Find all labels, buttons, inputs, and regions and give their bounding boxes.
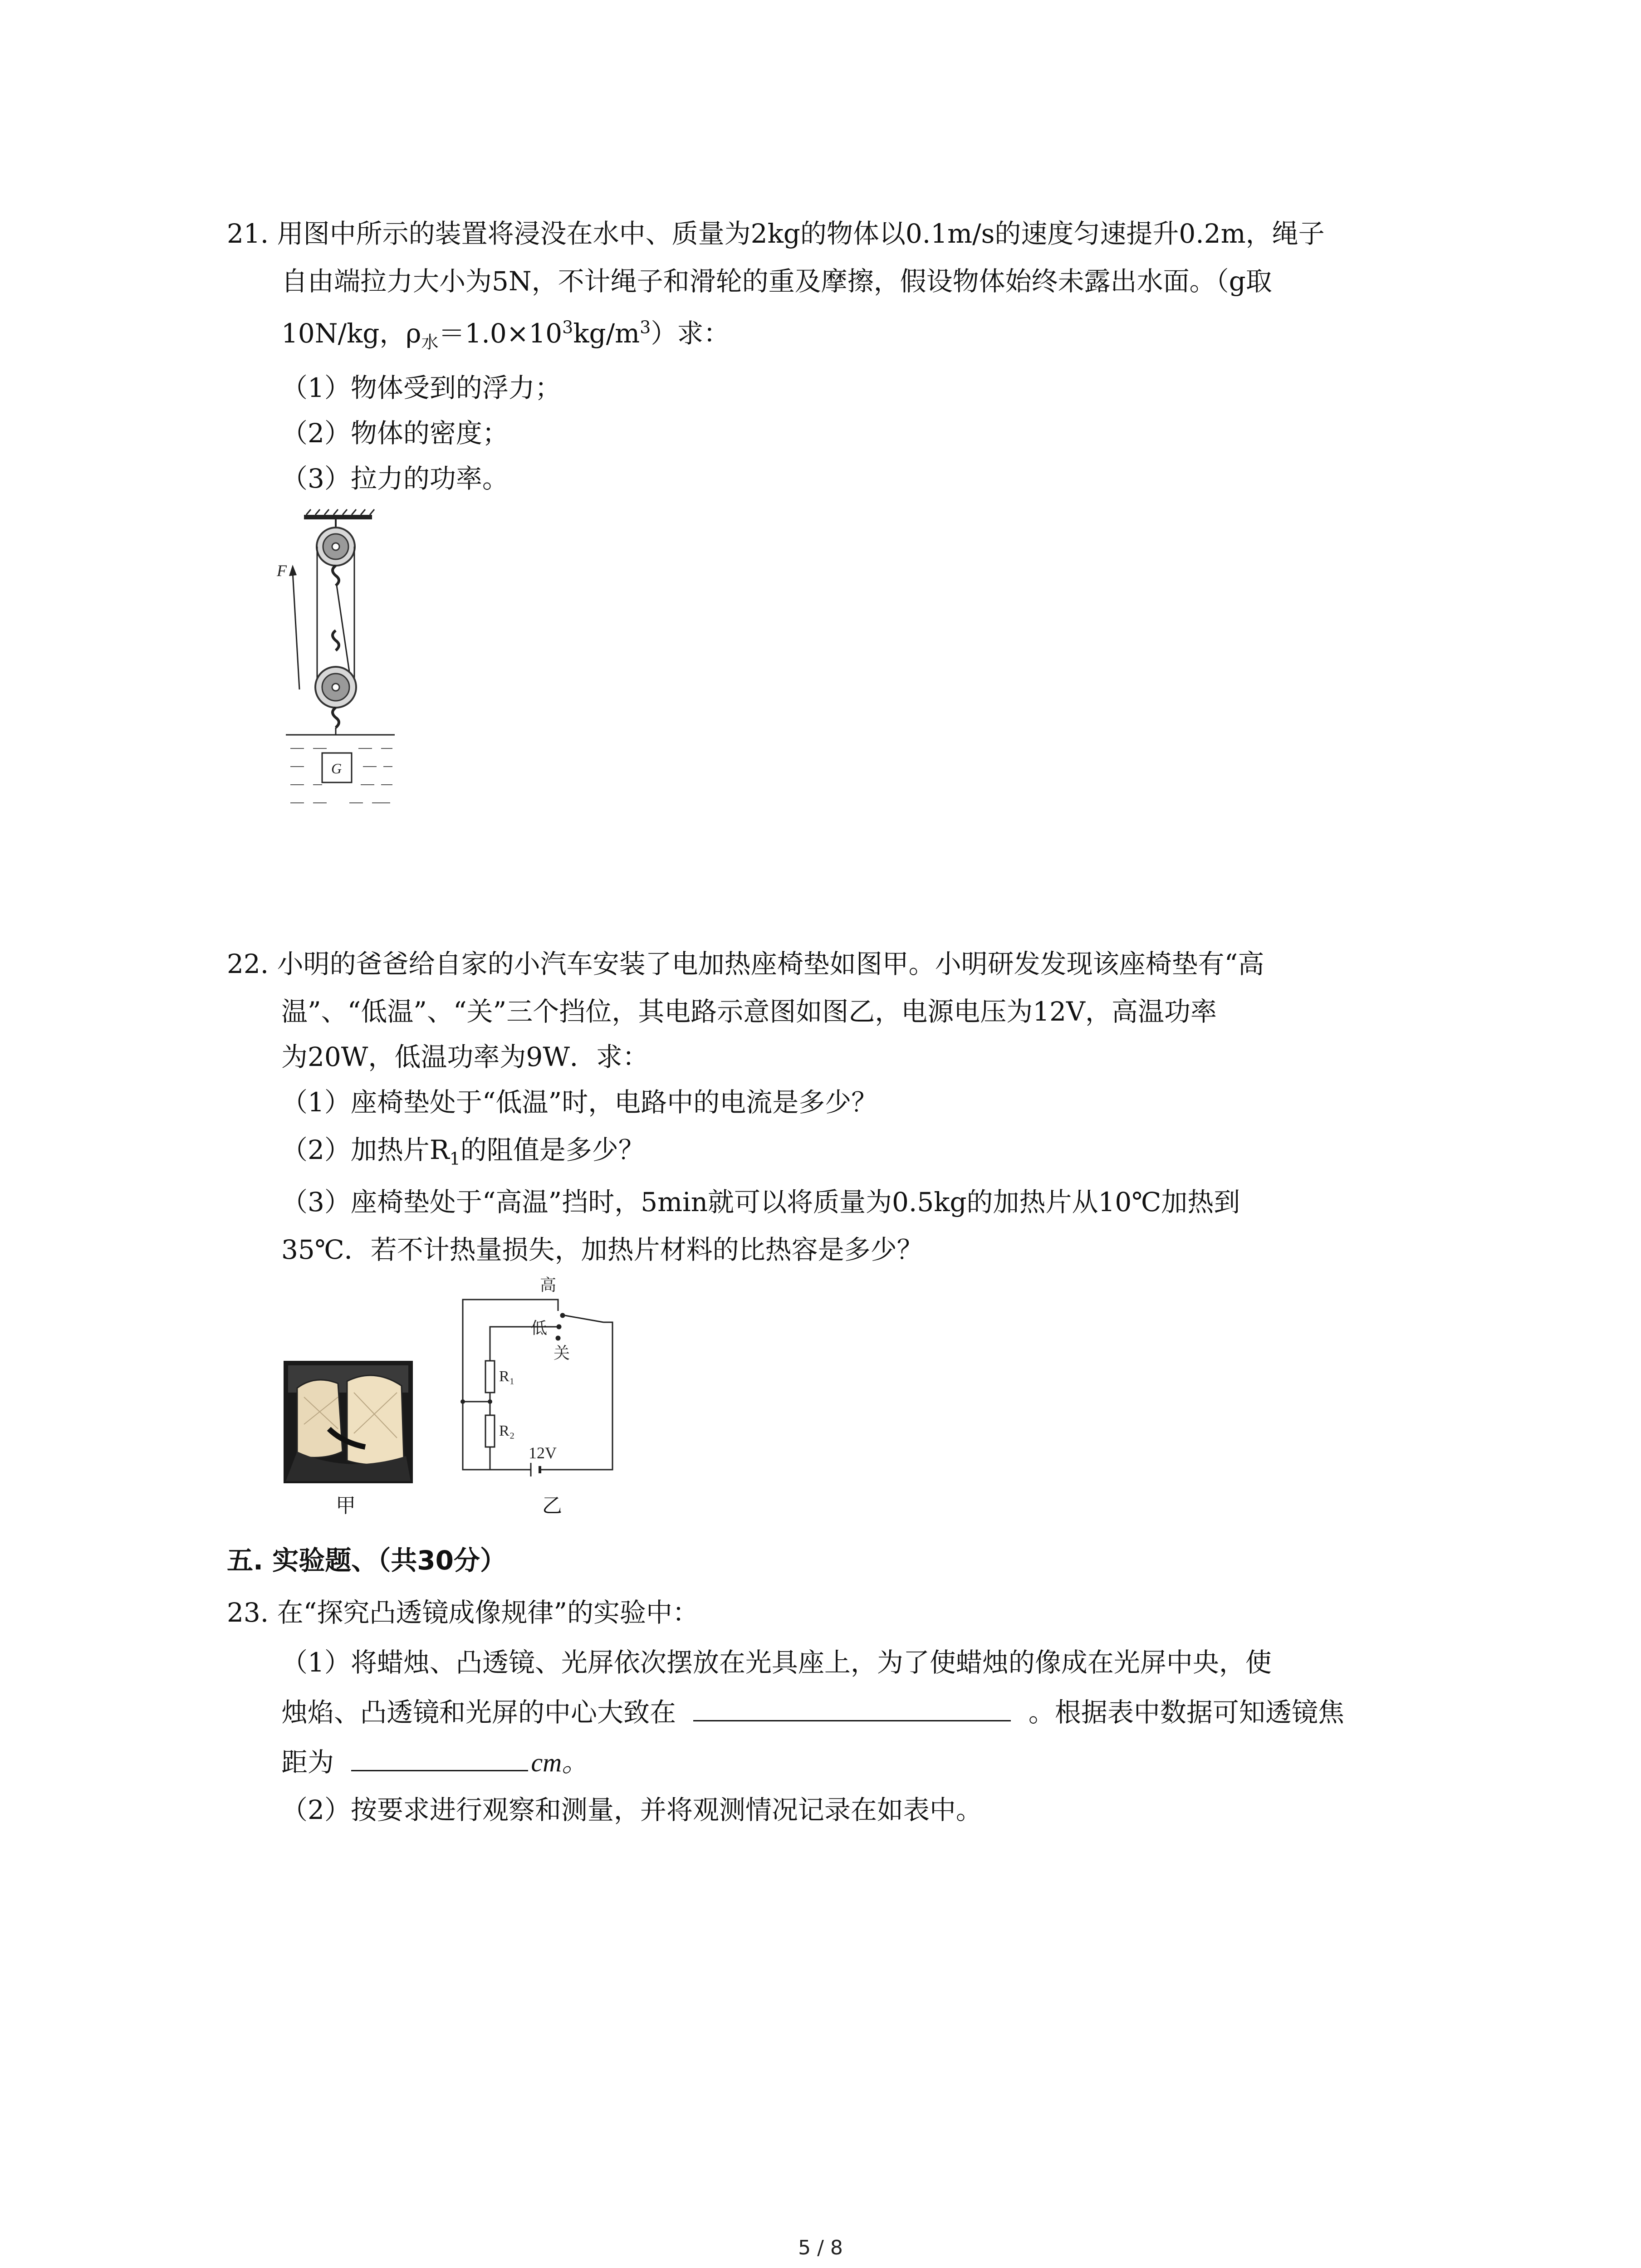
q23-sub2: （2）按要求进行观察和测量，并将观测情况记录在如表中。 <box>281 1794 982 1825</box>
q21-sub1: （1）物体受到的浮力； <box>281 372 561 403</box>
q21-line3b: ＝1.0×10 <box>438 318 563 349</box>
q21-line3d: ）求： <box>651 318 730 349</box>
q23-sub1b <box>281 1696 1344 1728</box>
voltage-label: 12V <box>529 1444 557 1462</box>
r2-label: R₂ <box>499 1422 515 1439</box>
q22-sub3b: 35℃．若不计热量损失，加热片材料的比热容是多少？ <box>281 1234 923 1265</box>
switch-low-label: 低 <box>531 1319 548 1338</box>
q23-sub1c-pre: 距为 <box>281 1747 334 1778</box>
seat-photo <box>284 1361 413 1483</box>
q22-sub2b: 的阻值是多少？ <box>460 1134 645 1165</box>
switch-off-label: 关 <box>554 1344 570 1363</box>
q21-line3 <box>281 317 730 352</box>
weight-label: G <box>331 760 342 777</box>
q22-line2: 温”、“低温”、“关”三个挡位，其电路示意图如图乙，电源电压为12V，高温功率 <box>281 996 1217 1027</box>
q21-line3-sup2: 3 <box>640 317 651 337</box>
fig-yi-label: 乙 <box>542 1494 562 1517</box>
q23-sub1c-post: cm。 <box>531 1748 588 1777</box>
q23-sub1b-pre: 烛焰、凸透镜和光屏的中心大致在 <box>281 1697 676 1728</box>
q22-sub2a: （2）加热片R <box>281 1134 450 1165</box>
answer-blank-2[interactable] <box>351 1746 528 1771</box>
q23-sub1b-post: 。根据表中数据可知透镜焦 <box>1028 1697 1344 1728</box>
q21-line3-sub: 水 <box>421 332 439 352</box>
q21-line3a: 10N/kg，ρ <box>281 318 421 349</box>
q23-sub1c <box>281 1746 588 1779</box>
q21-sub2: （2）物体的密度； <box>281 418 509 449</box>
page-number: 5 / 8 <box>798 2236 843 2259</box>
q21-line1: 21. 用图中所示的装置将浸没在水中、质量为2kg的物体以0.1m/s的速度匀速提升0.2m，绳子 <box>227 218 1325 249</box>
pulley-figure <box>272 508 417 816</box>
force-label: F <box>277 562 287 580</box>
circuit-diagram <box>454 1270 626 1488</box>
q22-line3: 为20W，低温功率为9W．求： <box>281 1041 649 1072</box>
q23-line1: 23. 在“探究凸透镜成像规律”的实验中： <box>227 1597 699 1628</box>
answer-blank-1[interactable] <box>693 1696 1011 1721</box>
q21-line3-sup: 3 <box>562 317 573 337</box>
r1-label: R₁ <box>499 1368 515 1385</box>
q21-line2: 自由端拉力大小为5N，不计绳子和滑轮的重及摩擦，假设物体始终未露出水面。（g取 <box>281 266 1272 297</box>
q22-sub2-sub: 1 <box>449 1149 460 1169</box>
q23-sub1a: （1）将蜡烛、凸透镜、光屏依次摆放在光具座上，为了使蜡烛的像成在光屏中央，使 <box>281 1647 1272 1678</box>
section-heading: 五. 实验题、（共30分） <box>227 1545 506 1576</box>
q21-sub3: （3）拉力的功率。 <box>281 463 509 494</box>
switch-high-label: 高 <box>540 1276 557 1295</box>
q21-line3c: kg/m <box>573 318 640 349</box>
q22-sub3: （3）座椅垫处于“高温”挡时，5min就可以将质量为0.5kg的加热片从10℃加热到 <box>281 1187 1240 1217</box>
q22-sub2 <box>281 1134 645 1169</box>
q22-line1: 22. 小明的爸爸给自家的小汽车安装了电加热座椅垫如图甲。小明研发发现该座椅垫有“高 <box>227 948 1264 979</box>
q22-sub1: （1）座椅垫处于“低温”时，电路中的电流是多少？ <box>281 1087 878 1118</box>
fig-jia-label: 甲 <box>336 1494 356 1517</box>
